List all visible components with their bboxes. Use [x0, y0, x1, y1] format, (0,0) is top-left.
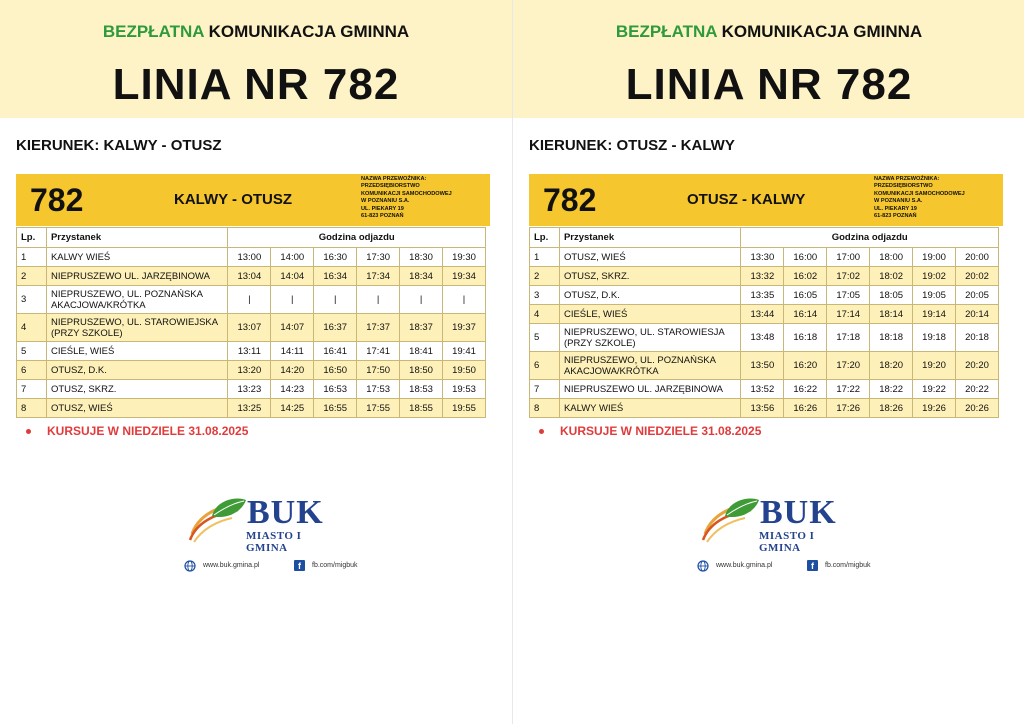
table-row	[17, 248, 486, 267]
departure-time: 18:14	[870, 305, 913, 324]
departure-time: 13:07	[228, 314, 271, 342]
departure-time: 16:05	[784, 286, 827, 305]
departure-time: 13:30	[741, 248, 784, 267]
departure-time: 18:18	[870, 324, 913, 352]
departure-time: 19:18	[913, 324, 956, 352]
departure-time: |	[314, 286, 357, 314]
departure-time: 17:41	[357, 342, 400, 361]
departure-time: 19:00	[913, 248, 956, 267]
departure-time: 20:00	[956, 248, 999, 267]
free-label: BEZPŁATNA	[615, 22, 717, 41]
table-row	[530, 399, 999, 418]
bullet-icon	[539, 429, 544, 434]
departure-time: 16:02	[784, 267, 827, 286]
stop-name: NIEPRUSZEWO, UL. STAROWIESJA (PRZY SZKOLE)	[559, 324, 740, 352]
website-link[interactable]: www.buk.gmina.pl	[716, 562, 773, 569]
departure-time: 13:35	[741, 286, 784, 305]
stop-number: 4	[530, 305, 560, 324]
leaf-swoosh-icon	[699, 494, 761, 544]
carrier-line: W POZNANIU S.A.	[874, 198, 923, 205]
facebook-icon: f	[807, 560, 818, 571]
departure-time: 13:23	[228, 380, 271, 399]
departure-time: 16:41	[314, 342, 357, 361]
table-row	[530, 305, 999, 324]
departure-time: 16:00	[784, 248, 827, 267]
carrier-line: KOMUNIKACJI SAMOCHODOWEJ	[874, 190, 965, 197]
departure-time: 13:11	[228, 342, 271, 361]
table-row	[17, 342, 486, 361]
carrier-line: NAZWA PRZEWOŹNIKA:	[361, 176, 427, 182]
table-row	[17, 314, 486, 342]
departure-time: 19:50	[443, 361, 486, 380]
departure-time: 18:20	[870, 352, 913, 380]
stop-number: 7	[17, 380, 47, 399]
stop-name: NIEPRUSZEWO, UL. POZNAŃSKA AKACJOWA/KRÓTKA	[559, 352, 740, 380]
stop-name: KALWY WIEŚ	[46, 248, 227, 267]
carrier-info	[361, 176, 488, 220]
departure-time: 17:26	[827, 399, 870, 418]
header-subtitle	[513, 22, 1024, 42]
carrier-line: PRZEDSIĘBIORSTWO	[874, 183, 933, 190]
departure-time: 20:18	[956, 324, 999, 352]
route-name: KALWY - OTUSZ	[174, 191, 293, 208]
buk-logo	[186, 492, 336, 554]
departure-time: 17:53	[357, 380, 400, 399]
departure-time: 13:48	[741, 324, 784, 352]
departure-time: 19:53	[443, 380, 486, 399]
departure-time: 18:02	[870, 267, 913, 286]
departure-time: 13:50	[741, 352, 784, 380]
departure-time: 17:02	[827, 267, 870, 286]
stop-number: 8	[17, 399, 47, 418]
note-text: KURSUJE W NIEDZIELE 31.08.2025	[47, 424, 249, 438]
facebook-link[interactable]: fb.com/migbuk	[312, 562, 358, 569]
departure-time: 17:00	[827, 248, 870, 267]
departure-time: 18:00	[870, 248, 913, 267]
departure-time: 16:34	[314, 267, 357, 286]
header-banner	[0, 0, 512, 118]
logo-subtitle: MIASTO I GMINA	[759, 530, 815, 554]
departure-time: 17:55	[357, 399, 400, 418]
departure-time: 16:20	[784, 352, 827, 380]
departure-time: 17:22	[827, 380, 870, 399]
departure-time: 19:41	[443, 342, 486, 361]
carrier-line: PRZEDSIĘBIORSTWO	[361, 183, 420, 190]
departure-time: 18:30	[400, 248, 443, 267]
stop-number: 5	[17, 342, 47, 361]
departure-time: 19:37	[443, 314, 486, 342]
departure-time: 16:53	[314, 380, 357, 399]
departure-time: 17:18	[827, 324, 870, 352]
departure-time: 14:04	[271, 267, 314, 286]
header-banner	[513, 0, 1024, 118]
departure-time: 18:05	[870, 286, 913, 305]
departure-time: 16:14	[784, 305, 827, 324]
carrier-line: W POZNANIU S.A.	[361, 198, 410, 205]
timetable	[529, 227, 999, 418]
stop-number: 1	[17, 248, 47, 267]
line-title: LINIA NR 782	[112, 60, 400, 109]
note-text: KURSUJE W NIEDZIELE 31.08.2025	[560, 424, 762, 438]
departure-time: 13:32	[741, 267, 784, 286]
departure-time: 16:37	[314, 314, 357, 342]
departure-time: 13:25	[228, 399, 271, 418]
departure-time: 13:20	[228, 361, 271, 380]
table-row	[530, 324, 999, 352]
footer	[0, 559, 512, 573]
departure-time: 17:05	[827, 286, 870, 305]
departure-time: |	[228, 286, 271, 314]
departure-time: 16:30	[314, 248, 357, 267]
table-row	[17, 399, 486, 418]
departure-time: 17:14	[827, 305, 870, 324]
timetable-panel	[512, 0, 1024, 724]
table-row	[530, 352, 999, 380]
departure-time: 18:41	[400, 342, 443, 361]
bullet-icon	[26, 429, 31, 434]
stop-number: 2	[17, 267, 47, 286]
departure-time: 20:22	[956, 380, 999, 399]
stop-name: OTUSZ, SKRZ.	[559, 267, 740, 286]
table-row	[17, 286, 486, 314]
logo-word: BUK	[247, 494, 324, 531]
stop-name: NIEPRUSZEWO UL. JARZĘBINOWA	[559, 380, 740, 399]
stop-name: OTUSZ, WIEŚ	[46, 399, 227, 418]
departure-time: 13:04	[228, 267, 271, 286]
line-number: 782	[543, 182, 597, 218]
stop-number: 2	[530, 267, 560, 286]
direction-label: KIERUNEK: KALWY - OTUSZ	[16, 137, 222, 154]
departure-time: 18:50	[400, 361, 443, 380]
column-header-lp: Lp.	[530, 228, 560, 248]
table-row	[17, 267, 486, 286]
header-subtitle	[0, 22, 512, 42]
table-row	[530, 267, 999, 286]
stop-name: NIEPRUSZEWO UL. JARZĘBINOWA	[46, 267, 227, 286]
departure-time: 20:26	[956, 399, 999, 418]
table-row	[17, 361, 486, 380]
stop-name: OTUSZ, SKRZ.	[46, 380, 227, 399]
column-header-time: Godzina odjazdu	[228, 228, 486, 248]
service-label: KOMUNIKACJA GMINNA	[721, 22, 923, 41]
carrier-line: NAZWA PRZEWOŹNIKA:	[874, 176, 940, 182]
stop-name: CIEŚLE, WIEŚ	[46, 342, 227, 361]
stop-name: KALWY WIEŚ	[559, 399, 740, 418]
footer	[513, 559, 1024, 573]
departure-time: |	[443, 286, 486, 314]
stop-number: 8	[530, 399, 560, 418]
table-row	[530, 380, 999, 399]
stop-number: 6	[530, 352, 560, 380]
facebook-link[interactable]: fb.com/migbuk	[825, 562, 871, 569]
column-header-stop: Przystanek	[46, 228, 227, 248]
departure-time: 19:14	[913, 305, 956, 324]
carrier-info	[874, 176, 1001, 220]
leaf-swoosh-icon	[186, 494, 248, 544]
departure-time: 19:20	[913, 352, 956, 380]
stop-number: 6	[17, 361, 47, 380]
table-header-row	[530, 228, 999, 248]
logo-word: BUK	[760, 494, 837, 531]
line-number: 782	[30, 182, 84, 218]
departure-time: 19:05	[913, 286, 956, 305]
departure-time: 19:55	[443, 399, 486, 418]
departure-time: 20:05	[956, 286, 999, 305]
table-header-row	[17, 228, 486, 248]
departure-time: 14:07	[271, 314, 314, 342]
free-label: BEZPŁATNA	[102, 22, 204, 41]
globe-icon	[184, 560, 196, 572]
departure-time: 14:20	[271, 361, 314, 380]
departure-time: 17:50	[357, 361, 400, 380]
departure-time: 13:00	[228, 248, 271, 267]
timetable	[16, 227, 486, 418]
carrier-line: 61-823 POZNAŃ	[874, 213, 917, 220]
departure-time: |	[357, 286, 400, 314]
departure-time: 13:56	[741, 399, 784, 418]
facebook-icon: f	[294, 560, 305, 571]
departure-time: 13:52	[741, 380, 784, 399]
departure-time: 14:25	[271, 399, 314, 418]
route-header	[16, 174, 490, 226]
departure-time: |	[400, 286, 443, 314]
departure-time: 16:26	[784, 399, 827, 418]
departure-time: 19:02	[913, 267, 956, 286]
stop-name: OTUSZ, D.K.	[46, 361, 227, 380]
departure-time: 20:20	[956, 352, 999, 380]
carrier-line: UL. PIEKARY 19	[361, 205, 404, 212]
departure-time: 18:26	[870, 399, 913, 418]
departure-time: 14:11	[271, 342, 314, 361]
departure-time: 18:53	[400, 380, 443, 399]
departure-time: 17:37	[357, 314, 400, 342]
route-header	[529, 174, 1003, 226]
globe-icon	[697, 560, 709, 572]
carrier-line: 61-823 POZNAŃ	[361, 213, 404, 220]
stop-name: OTUSZ, WIEŚ	[559, 248, 740, 267]
stop-number: 5	[530, 324, 560, 352]
stop-name: NIEPRUSZEWO, UL. STAROWIEJSKA (PRZY SZKOLE)	[46, 314, 227, 342]
direction-label: KIERUNEK: OTUSZ - KALWY	[529, 137, 735, 154]
table-row	[17, 380, 486, 399]
departure-time: 13:44	[741, 305, 784, 324]
departure-time: 14:00	[271, 248, 314, 267]
column-header-lp: Lp.	[17, 228, 47, 248]
departure-time: 18:34	[400, 267, 443, 286]
service-note	[26, 424, 248, 438]
departure-time: 16:50	[314, 361, 357, 380]
stop-name: OTUSZ, D.K.	[559, 286, 740, 305]
departure-time: 16:22	[784, 380, 827, 399]
departure-time: 19:26	[913, 399, 956, 418]
stop-name: NIEPRUSZEWO, UL. POZNAŃSKA AKACJOWA/KRÓTKA	[46, 286, 227, 314]
departure-time: |	[271, 286, 314, 314]
departure-time: 17:34	[357, 267, 400, 286]
table-row	[530, 286, 999, 305]
departure-time: 18:22	[870, 380, 913, 399]
stop-number: 4	[17, 314, 47, 342]
column-header-stop: Przystanek	[559, 228, 740, 248]
stop-number: 7	[530, 380, 560, 399]
logo-subtitle: MIASTO I GMINA	[246, 530, 302, 554]
website-link[interactable]: www.buk.gmina.pl	[203, 562, 260, 569]
stop-number: 3	[17, 286, 47, 314]
departure-time: 17:20	[827, 352, 870, 380]
departure-time: 14:23	[271, 380, 314, 399]
departure-time: 18:37	[400, 314, 443, 342]
buk-logo	[699, 492, 849, 554]
column-header-time: Godzina odjazdu	[741, 228, 999, 248]
carrier-line: UL. PIEKARY 19	[874, 205, 917, 212]
departure-time: 16:55	[314, 399, 357, 418]
carrier-line: KOMUNIKACJI SAMOCHODOWEJ	[361, 190, 452, 197]
stop-name: CIEŚLE, WIEŚ	[559, 305, 740, 324]
departure-time: 19:34	[443, 267, 486, 286]
departure-time: 17:30	[357, 248, 400, 267]
stop-number: 1	[530, 248, 560, 267]
service-label: KOMUNIKACJA GMINNA	[208, 22, 410, 41]
service-note	[539, 424, 761, 438]
stop-number: 3	[530, 286, 560, 305]
departure-time: 19:22	[913, 380, 956, 399]
departure-time: 20:02	[956, 267, 999, 286]
departure-time: 16:18	[784, 324, 827, 352]
departure-time: 19:30	[443, 248, 486, 267]
route-name: OTUSZ - KALWY	[687, 191, 806, 208]
departure-time: 18:55	[400, 399, 443, 418]
line-title: LINIA NR 782	[625, 60, 913, 109]
table-row	[530, 248, 999, 267]
departure-time: 20:14	[956, 305, 999, 324]
